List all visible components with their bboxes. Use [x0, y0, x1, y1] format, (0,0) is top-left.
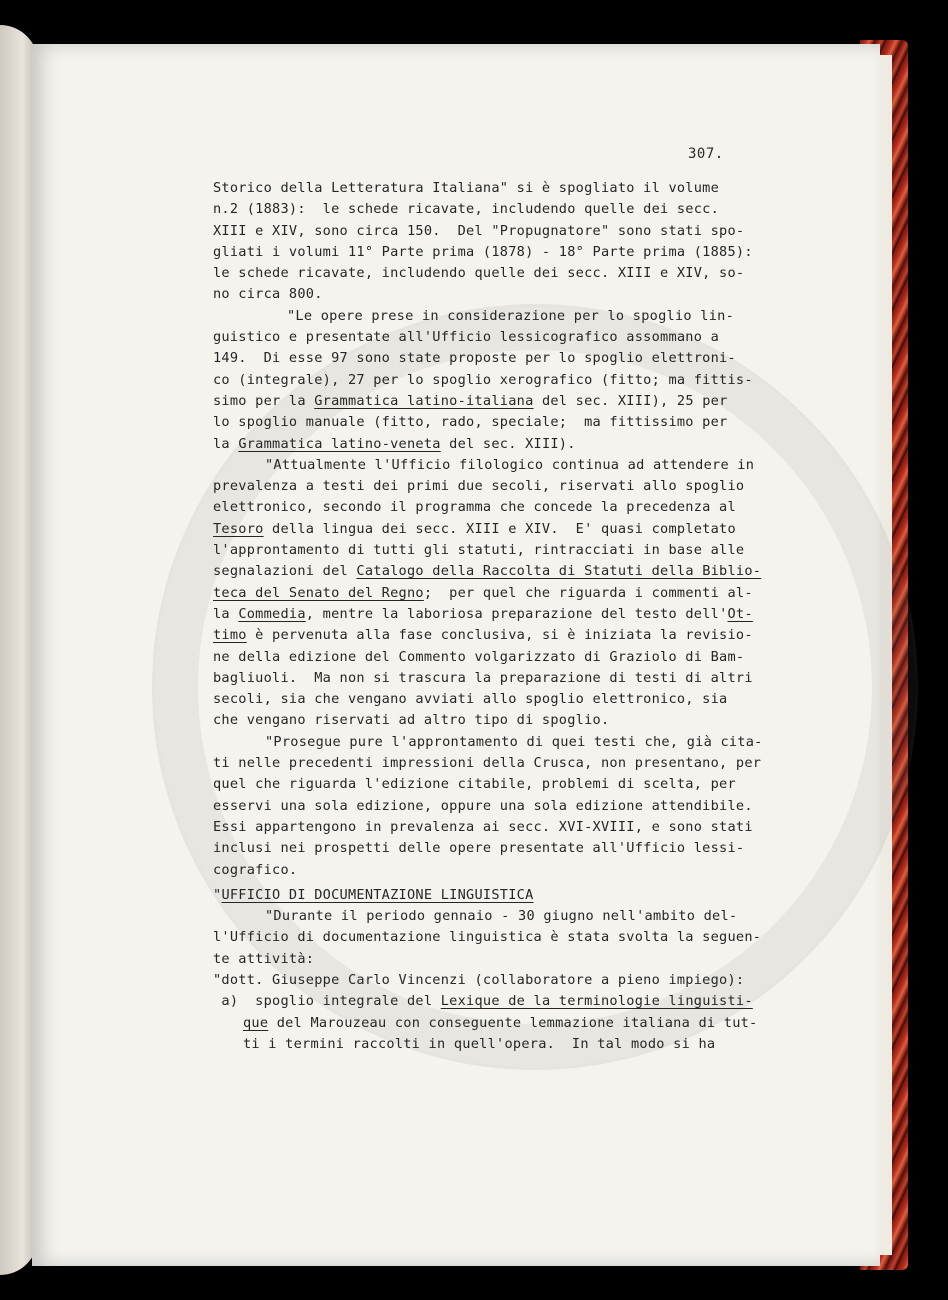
text-segment: n.2 (1883): le schede ricavate, includendo quelle dei secc.	[213, 201, 720, 218]
text-segment: gliati i volumi 11° Parte prima (1878) - 18° Parte prima (1885):	[213, 243, 753, 260]
text-line	[213, 434, 793, 455]
text-line	[213, 753, 793, 774]
text-line	[213, 710, 793, 731]
text-segment: inclusi nei prospetti delle opere presentate all'Ufficio lessi-	[213, 840, 745, 857]
text-segment: a) spoglio integrale del	[213, 993, 441, 1010]
text-segment: la	[213, 435, 239, 452]
text-line	[213, 583, 793, 604]
text-segment: te attività:	[213, 950, 315, 967]
underlined-title: teca del Senato del Regno	[213, 584, 424, 601]
text-line	[213, 885, 793, 906]
underlined-title: Ot-	[727, 605, 753, 622]
text-line	[213, 327, 793, 348]
text-segment: elettronico, secondo il programma che concede la precedenza al	[213, 499, 736, 516]
text-line	[213, 221, 793, 242]
underlined-title: UFFICIO DI DOCUMENTAZIONE LINGUISTICA	[221, 886, 534, 903]
underlined-title: Tesoro	[213, 520, 264, 537]
text-line	[213, 519, 793, 540]
text-segment: no circa 800.	[213, 286, 323, 303]
text-segment: cografico.	[213, 861, 298, 878]
text-segment: "Le opere prese in considerazione per lo spoglio lin-	[287, 307, 735, 324]
underlined-title: Grammatica latino-italiana	[314, 392, 534, 409]
text-line	[213, 199, 793, 220]
text-line	[213, 263, 793, 284]
text-segment: Essi appartengono in prevalenza ai secc. XVI-XVIII, e sono stati	[213, 818, 753, 835]
text-segment: ti nelle precedenti impressioni della Crusca, non presentano, per	[213, 755, 762, 772]
text-segment: la	[213, 605, 239, 622]
page-number: 307.	[688, 146, 724, 162]
underlined-title: Commedia	[238, 605, 306, 622]
text-line	[213, 860, 793, 881]
text-line	[213, 391, 793, 412]
text-line	[213, 370, 793, 391]
text-line	[213, 732, 793, 753]
text-segment: è pervenuta alla fase conclusiva, si è iniziata la revisio-	[246, 627, 753, 644]
body-text	[213, 178, 793, 1055]
text-segment: del sec. XIII).	[440, 435, 576, 452]
text-line	[213, 540, 793, 561]
text-line	[213, 906, 793, 927]
underlined-title: timo	[213, 627, 247, 644]
text-line	[213, 412, 793, 433]
text-segment: ; per quel che riguarda i commenti al-	[423, 584, 753, 601]
text-segment: esservi una sola edizione, oppure una sola edizione attendibile.	[213, 797, 753, 814]
underlined-title: que	[243, 1014, 269, 1031]
text-segment: XIII e XIV, sono circa 150. Del "Propugnatore" sono stati spo-	[213, 222, 745, 239]
text-segment: lo spoglio manuale (fitto, rado, speciale; ma fittissimo per	[213, 414, 728, 431]
text-segment: 149. Di esse 97 sono state proposte per lo spoglio elettroni-	[213, 350, 736, 367]
text-line	[213, 455, 793, 476]
text-segment: l'Ufficio di documentazione linguistica è stata svolta la seguen-	[213, 929, 762, 946]
text-line	[213, 178, 793, 199]
text-line	[213, 604, 793, 625]
text-segment: segnalazioni del	[213, 563, 357, 580]
text-line	[213, 689, 793, 710]
text-line	[213, 625, 793, 646]
underlined-title: Grammatica latino-veneta	[238, 435, 441, 452]
text-line	[213, 284, 793, 305]
text-segment: Storico della Letteratura Italiana" si è spogliato il volume	[213, 180, 720, 196]
text-line	[213, 561, 793, 582]
text-segment: "dott. Giuseppe Carlo Vincenzi (collaboratore a pieno impiego):	[213, 971, 745, 988]
text-segment: bagliuoli. Ma non si trascura la preparazione di testi di altri	[213, 669, 753, 686]
text-segment: quel che riguarda l'edizione citabile, problemi di scelta, per	[213, 776, 736, 793]
text-line	[213, 817, 793, 838]
text-segment: "	[213, 886, 222, 903]
text-segment: prevalenza a testi dei primi due secoli, riservati allo spoglio	[213, 478, 745, 495]
text-segment: "Prosegue pure l'approntamento di quei testi che, già cita-	[265, 733, 763, 750]
text-segment: l'approntamento di tutti gli statuti, rintracciati in base alle	[213, 542, 745, 559]
underlined-title: Lexique de la terminologie linguisti-	[440, 993, 753, 1010]
text-line	[213, 991, 793, 1012]
text-line	[213, 242, 793, 263]
text-line	[213, 1013, 793, 1034]
text-segment: "Attualmente l'Ufficio filologico continua ad attendere in	[265, 456, 755, 473]
text-segment: , mentre la laboriosa preparazione del testo dell'	[305, 605, 728, 622]
text-segment: guistico e presentate all'Ufficio lessicografico assommano a	[213, 329, 720, 346]
text-line	[213, 348, 793, 369]
text-segment: che vengano riservati ad altro tipo di spoglio.	[213, 712, 610, 729]
text-line	[213, 774, 793, 795]
text-line	[213, 970, 793, 991]
text-segment: ne della edizione del Commento volgarizzato di Graziolo di Bam-	[213, 648, 745, 665]
text-segment: co (integrale), 27 per lo spoglio xerografico (fitto; ma fittis-	[213, 371, 753, 388]
text-segment: le schede ricavate, includendo quelle dei secc. XIII e XIV, so-	[213, 265, 745, 282]
text-line	[213, 927, 793, 948]
text-segment: della lingua dei secc. XIII e XIV. E' quasi completato	[263, 520, 736, 537]
text-line	[213, 306, 793, 327]
text-line	[213, 668, 793, 689]
text-segment: del Marouzeau con conseguente lemmazione italiana di tut-	[268, 1014, 758, 1031]
text-line	[213, 647, 793, 668]
text-segment: secoli, sia che vengano avviati allo spoglio elettronico, sia	[213, 691, 728, 708]
text-segment: "Durante il periodo gennaio - 30 giugno nell'ambito del-	[265, 908, 738, 925]
text-line	[213, 476, 793, 497]
text-line	[213, 796, 793, 817]
text-segment: del sec. XIII), 25 per	[533, 392, 728, 409]
text-segment: ti i termini raccolti in quell'opera. In tal modo si ha	[243, 1035, 716, 1052]
text-line	[213, 949, 793, 970]
text-segment: simo per la	[213, 392, 315, 409]
underlined-title: Catalogo della Raccolta di Statuti della Biblio-	[356, 563, 762, 580]
text-line	[213, 497, 793, 518]
text-line	[213, 838, 793, 859]
text-line	[213, 1034, 793, 1055]
